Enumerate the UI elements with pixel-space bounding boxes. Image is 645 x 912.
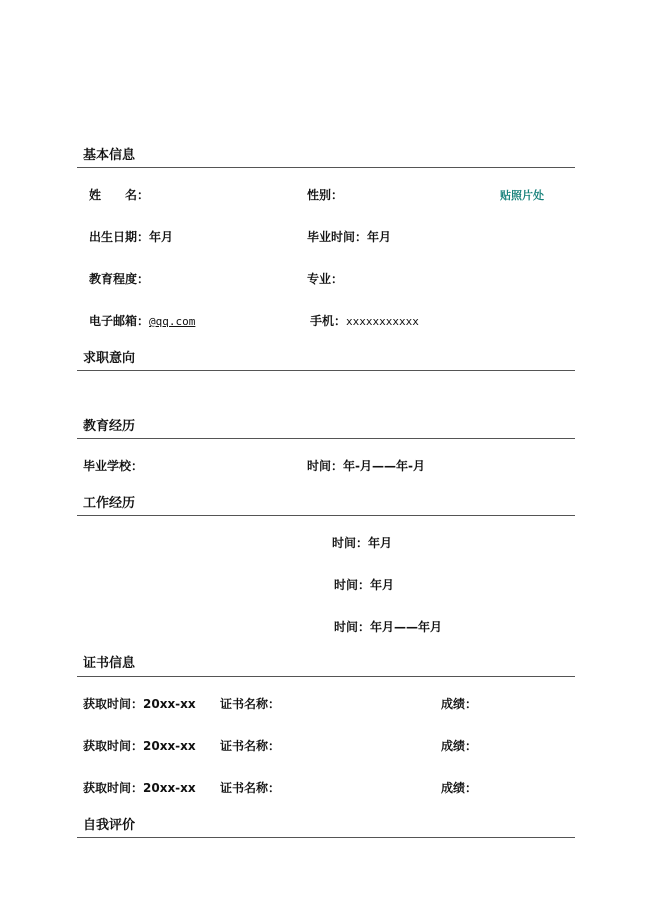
phone-label: 手机： (310, 314, 347, 328)
section-divider (77, 515, 575, 516)
section-divider (77, 370, 575, 371)
work-time-2: 时间：年月 (334, 578, 395, 592)
section-title-work: 工作经历 (83, 496, 136, 511)
section-title-education: 教育经历 (83, 419, 136, 434)
school-label: 毕业学校： (83, 459, 144, 473)
cert-name: 证书名称： (220, 697, 281, 711)
cert-date: 获取时间：20xx-xx (83, 697, 196, 711)
email-row (89, 314, 195, 329)
phone-row (310, 314, 419, 329)
cert-score: 成绩： (441, 697, 478, 711)
cert-date: 获取时间：20xx-xx (83, 739, 196, 753)
section-title-certificates: 证书信息 (83, 656, 136, 671)
section-title-self-evaluation: 自我评价 (83, 818, 136, 833)
education-time-label: 时间：年-月——年-月 (307, 459, 425, 473)
section-divider (77, 676, 575, 677)
section-divider (77, 167, 575, 168)
cert-date: 获取时间：20xx-xx (83, 781, 196, 795)
section-divider (77, 837, 575, 838)
section-title-job-objective: 求职意向 (83, 351, 136, 366)
phone-value: xxxxxxxxxxx (346, 315, 419, 328)
email-value[interactable]: @qq.com (149, 315, 196, 328)
graduation-time-label: 毕业时间：年月 (307, 230, 392, 244)
name-label: 姓 名： (89, 188, 150, 202)
photo-placeholder: 贴照片处 (500, 189, 544, 202)
birth-date-label: 出生日期：年月 (89, 230, 174, 244)
section-divider (77, 438, 575, 439)
education-level-label: 教育程度： (89, 272, 150, 286)
section-title-basic-info: 基本信息 (83, 148, 136, 163)
email-label: 电子邮箱： (89, 314, 150, 328)
work-time-3: 时间：年月——年月 (334, 620, 443, 634)
cert-name: 证书名称： (220, 739, 281, 753)
work-time-1: 时间：年月 (332, 536, 393, 550)
cert-score: 成绩： (441, 739, 478, 753)
major-label: 专业： (307, 272, 344, 286)
cert-score: 成绩： (441, 781, 478, 795)
cert-name: 证书名称： (220, 781, 281, 795)
gender-label: 性别： (307, 188, 344, 202)
